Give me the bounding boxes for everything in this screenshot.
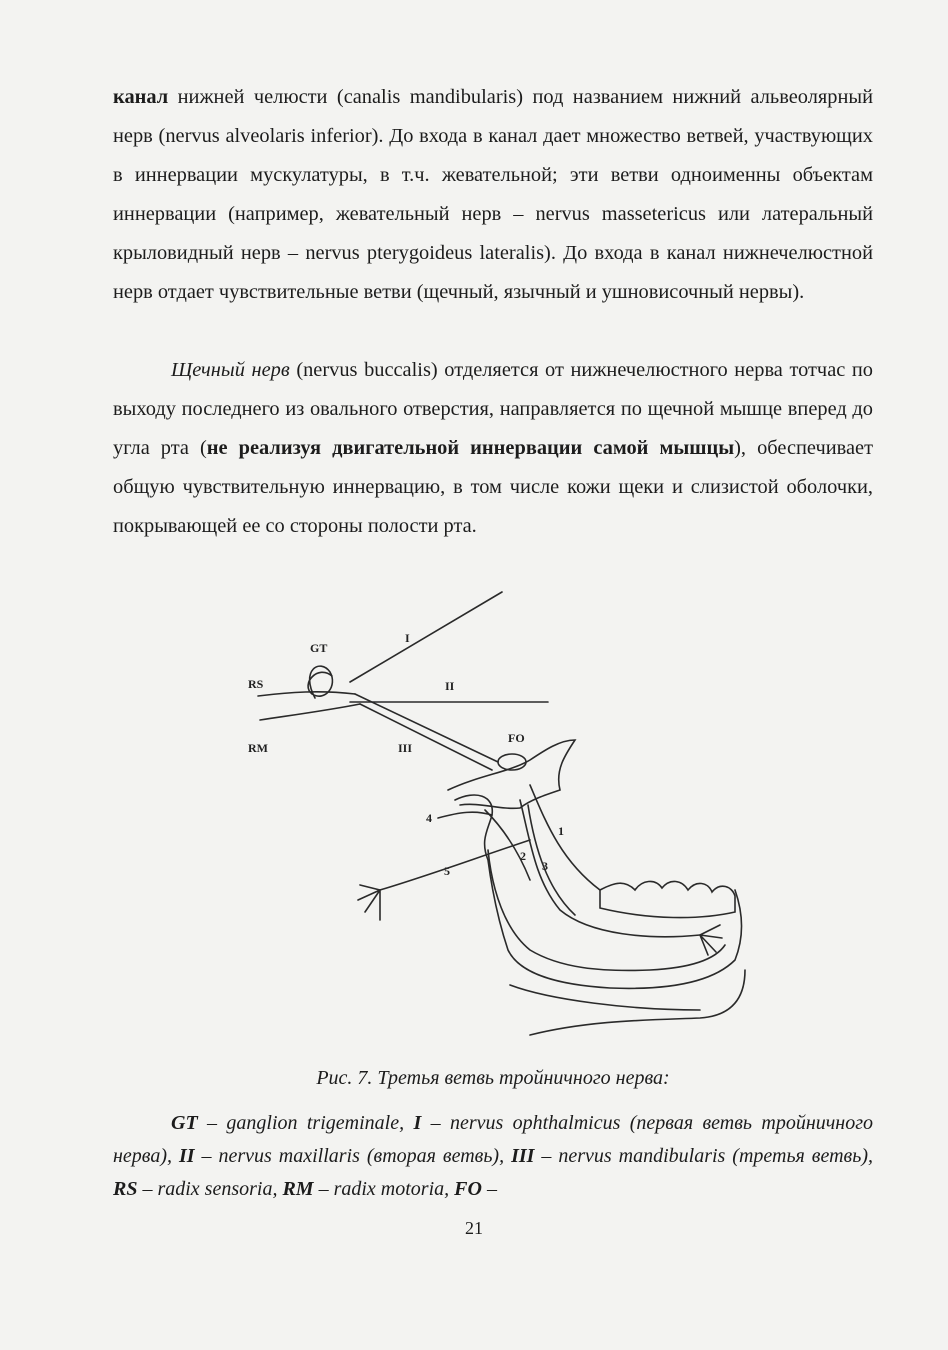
label-5: 5	[444, 864, 450, 878]
legend-text-iii: – nervus mandibularis (третья ветвь),	[534, 1145, 873, 1167]
paragraph-mandibular-canal	[113, 78, 873, 313]
label-gt: GT	[310, 641, 328, 655]
nerve-branch-i	[350, 592, 502, 682]
legend-text-fo: –	[481, 1178, 497, 1200]
label-2: 2	[520, 849, 526, 863]
legend-key-rm: RM	[282, 1178, 314, 1200]
legend-key-iii: III	[511, 1145, 535, 1167]
paragraph-text: нижней челюсти (canalis mandibularis) под названием нижний альвеолярный нерв (nervus alveolaris inferior). До входа в канал дает множество ветвей, участвующих в иннервации мускулатуры, в т.ч. жевательной; эти ветви одноименны объектам иннервации (например, жевательный нерв – nervus massetericus или латеральный крыловидный нерв – nervus pterygoideus lateralis). До входа в канал нижнечелюстной нерв отдает чувствительные ветви (щечный, язычный и ушновисочный нервы).	[113, 86, 873, 304]
lower-teeth	[600, 881, 735, 917]
label-rs: RS	[248, 677, 264, 691]
label-3: 3	[542, 859, 548, 873]
label-i: I	[405, 631, 410, 645]
motor-root	[260, 704, 360, 720]
legend-key-gt: GT	[171, 1112, 198, 1134]
nerve-branch-iii	[355, 694, 498, 762]
label-iii: III	[398, 741, 413, 755]
legend-key-i: I	[413, 1112, 422, 1134]
label-ii: II	[445, 679, 455, 693]
legend-text-i: – nervus ophthalmicus (первая ветвь тройничного нерва),	[113, 1112, 874, 1167]
figure-legend	[113, 1107, 873, 1206]
legend-key-ii: II	[178, 1145, 195, 1167]
page-number: 21	[465, 1218, 483, 1238]
legend-text-ii: – nervus maxillaris (вторая ветвь),	[194, 1145, 512, 1167]
paragraph-buccal-nerve	[113, 351, 873, 546]
bold-emphasis: не реализуя двигательной иннервации самой мышцы	[206, 437, 735, 460]
label-4: 4	[426, 811, 432, 825]
sensory-root	[258, 692, 355, 696]
branch-5	[380, 840, 530, 890]
italic-term: Щечный нерв	[171, 359, 290, 381]
legend-text-rm: – radix motoria,	[313, 1178, 455, 1200]
label-fo: FO	[508, 731, 525, 745]
skull-base	[448, 740, 575, 808]
figure-caption: Рис. 7. Третья ветвь тройничного нерва:	[316, 1067, 670, 1089]
paragraph-text-b: ), обеспечивает общую чувствительную иннервацию, в том числе кожи щеки и слизистой оболочки, покрывающей ее со стороны полости рта.	[113, 437, 873, 538]
trigeminal-nerve-figure	[230, 590, 760, 1050]
lead-bold-term: канал	[113, 86, 169, 108]
paragraph-text-a: (nervus buccalis) отделяется от нижнечелюстного нерва тотчас по выходу последнего из овального отверстия, направляется по щечной мышце вперед до угла рта (	[113, 359, 873, 460]
legend-key-rs: RS	[113, 1178, 138, 1200]
legend-key-fo: FO	[454, 1178, 482, 1200]
branch-4	[438, 812, 492, 818]
legend-text-rs: – radix sensoria,	[137, 1178, 283, 1200]
label-1: 1	[558, 824, 564, 838]
ganglion-loop	[308, 666, 332, 698]
legend-text-gt: – ganglion trigeminale,	[197, 1112, 414, 1134]
label-rm: RM	[248, 741, 268, 755]
